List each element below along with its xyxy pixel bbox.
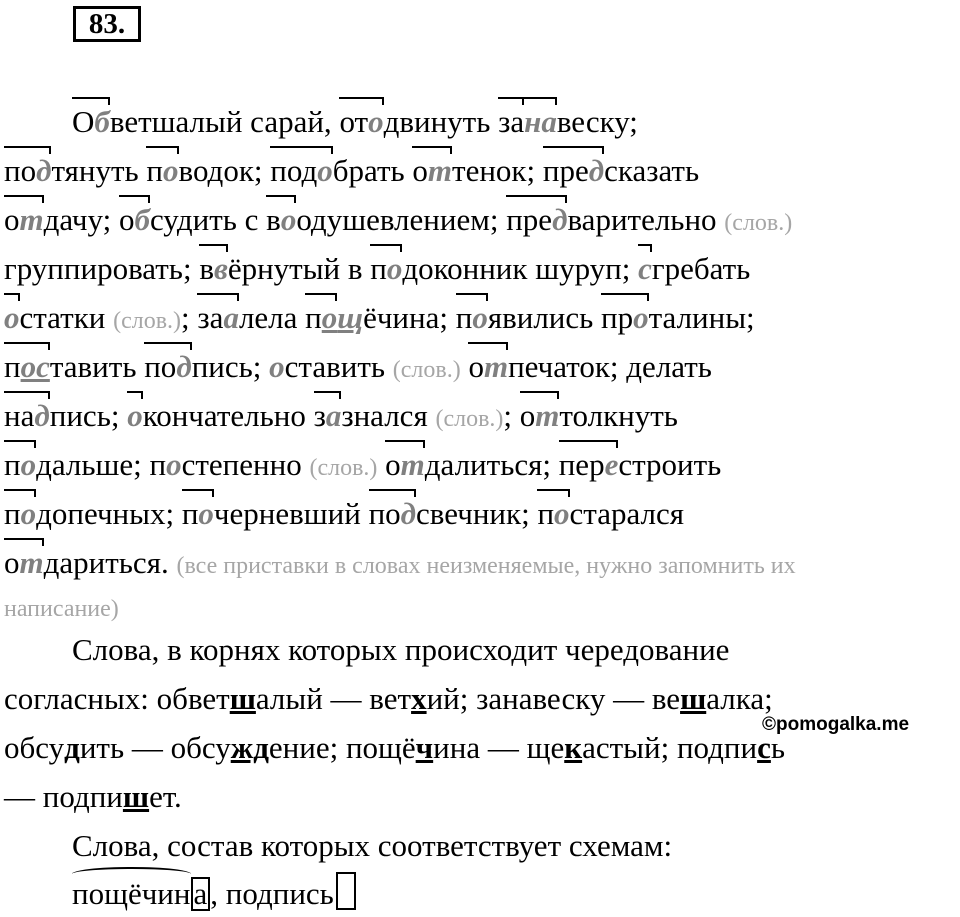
text-fragment: п [305,300,322,335]
prefix-mark [339,104,383,140]
text-fragment: за [197,300,224,335]
text-fragment: о [118,202,135,237]
text-fragment: т [483,349,509,384]
prefix-mark [638,251,652,287]
prefix-mark [456,300,488,336]
text-fragment: з [313,398,326,433]
text-fragment: О [72,104,95,139]
text-fragment: х [411,681,427,716]
text-fragment: ос [20,349,50,384]
p1-line-4 [4,251,954,287]
text-fragment: старался [569,496,685,531]
text-fragment: п [4,496,21,531]
text-fragment: по [368,496,401,531]
p2-line-2 [4,681,954,717]
text-fragment: Слова, состав которых соответствует схемам: [72,828,673,863]
text-fragment: по [4,153,37,188]
prefix-mark [537,496,569,532]
scheme-word-1-root: пощёчин [72,876,191,911]
text-fragment: доконник шуруп; [402,251,639,286]
p3-line-1 [4,828,954,864]
note-dictionary: (слов.) [309,455,378,481]
p1-line-1 [4,104,954,140]
text-fragment: согласных: обвет [4,681,230,716]
prefix-mark [127,398,143,434]
text-fragment: е [604,447,619,482]
text-fragment: толкнуть [559,398,678,433]
text-fragment: черневший [213,496,369,531]
text-fragment: ветшалый сарай, [109,104,340,139]
text-fragment: о [321,300,338,335]
text-fragment: под [270,153,318,188]
prefix-mark [146,153,178,189]
text-fragment: ш [122,779,150,814]
text-fragment: за [498,104,525,139]
prefix-mark [520,398,560,434]
p1-line-5 [4,300,954,339]
prefix-mark [370,251,402,287]
text-fragment: печаток; делать [508,349,712,384]
text-fragment: о [412,153,428,188]
p1-line-8 [4,447,954,486]
text-fragment: н [524,104,542,139]
text-fragment: о [4,300,20,335]
text-fragment: ина — ще [433,730,565,765]
text-fragment: п [4,349,21,384]
prefix-mark [498,104,524,140]
text-fragment: от [339,104,369,139]
p1-line-11 [4,588,954,627]
text-fragment: допечных; [36,496,182,531]
text-fragment: б [134,202,150,237]
text-fragment: степенно [181,447,302,482]
text-fragment: дальше; п [36,447,167,482]
text-fragment: — подпи [4,779,123,814]
text-fragment: о [166,447,182,482]
note-dictionary: (слов.) [113,308,182,334]
prefix-mark [385,447,425,483]
text-fragment: дариться. [43,545,169,580]
text-fragment: ёчина; [363,300,456,335]
text-fragment: талины; [648,300,755,335]
text-fragment: одушевлением; [296,202,507,237]
text-fragment: ёрнутый в [227,251,371,286]
text-fragment: п [455,300,473,335]
text-fragment: на [4,398,35,433]
p1-line-9 [4,496,954,532]
text-fragment: тянуть [51,153,147,188]
prefix-mark [468,349,508,385]
text-fragment: а [223,300,239,335]
text-fragment: о [468,349,484,384]
text-fragment: пре [506,202,553,237]
task-number: 83. [73,6,141,42]
text-fragment: п [4,447,21,482]
prefix-mark [506,202,567,238]
text-fragment: о [20,496,37,531]
text-fragment: т [19,545,44,580]
scheme-word-1-ending: а [193,876,208,911]
prefix-mark [305,300,337,336]
text-fragment: астый; подпи [582,730,758,765]
p1-line-10 [4,545,954,584]
text-fragment: свечник; [416,496,538,531]
text-fragment: алый — вет [255,681,412,716]
p1-line-3 [4,202,954,241]
p1-line-2 [4,153,954,189]
text-fragment: к [564,730,583,765]
text-fragment: о [163,153,179,188]
text-fragment: о [472,300,488,335]
prefix-mark [197,300,239,336]
text-fragment: п [181,496,199,531]
text-fragment: ч [415,730,434,765]
text-fragment: д [176,349,192,384]
text-fragment: ; [503,398,520,433]
text-fragment: дачу; [43,202,119,237]
text-fragment: о [4,545,20,580]
prefix-mark [4,545,44,581]
text-fragment: п [370,251,387,286]
prefix-mark [4,300,20,336]
text-fragment: пер [558,447,605,482]
text-fragment: о [20,447,37,482]
text-fragment: щ [337,300,364,335]
note-prefixes: (все приставки в словах неизменяемые, нужно запомнить их [176,553,796,579]
text-fragment: сказать [604,153,700,188]
text-fragment: по [144,349,177,384]
prefix-mark [314,398,342,434]
root-arc-mark [72,876,191,912]
text-fragment: пре [542,153,589,188]
p2-line-3 [4,730,954,766]
text-fragment: варительно [567,202,717,237]
prefix-mark [4,447,36,483]
text-fragment: брать [332,153,413,188]
prefix-mark [182,496,214,532]
text-fragment: строить [618,447,722,482]
text-fragment: ставить [284,349,386,384]
text-fragment: а [325,398,342,433]
prefix-mark [270,153,332,189]
prefix-mark [4,153,51,189]
text-fragment: статки [19,300,106,335]
text-fragment: с [638,251,652,286]
text-fragment: жд [230,730,269,765]
text-fragment: в [213,251,228,286]
text-fragment: т [427,153,453,188]
prefix-mark [4,496,36,532]
watermark: ©pomogalka.me [762,714,910,735]
p3-line-2 [4,872,954,912]
note-prefixes-cont: написание) [4,596,119,622]
text-fragment: судить с [149,202,267,237]
text-fragment: а [541,104,557,139]
text-fragment: лела [238,300,306,335]
prefix-mark [4,349,50,385]
p2-line-1 [4,632,954,668]
text-fragment: в [199,251,214,286]
prefix-mark [72,104,110,140]
prefix-mark [266,202,296,238]
note-dictionary: (слов.) [392,357,461,383]
text-fragment: о [280,202,297,237]
text-fragment: п [146,153,164,188]
text-fragment: д [588,153,605,188]
prefix-mark [4,398,50,434]
text-fragment: водок; [178,153,271,188]
text-fragment: ш [680,681,707,716]
text-fragment: д [36,153,52,188]
text-fragment: т [535,398,560,433]
text-fragment: о [554,496,570,531]
scheme-word-2: , подпись [210,876,334,911]
text-fragment: д [64,730,80,765]
text-fragment: т [19,202,44,237]
text-fragment: Слова, в корнях которых происходит чередование [72,632,730,667]
text-fragment: д [552,202,568,237]
text-fragment: далиться; [424,447,559,482]
prefix-mark [559,447,619,483]
text-fragment: д [400,496,417,531]
text-fragment: с [757,730,771,765]
p1-line-7 [4,398,954,437]
text-fragment: пись; [191,349,270,384]
text-fragment: ; [181,300,198,335]
text-fragment: о [317,153,333,188]
text-fragment: о [4,202,20,237]
text-fragment: о [269,349,285,384]
text-fragment: тенок; [452,153,543,188]
text-fragment: о [519,398,536,433]
p1-line-6 [4,349,954,388]
text-fragment: ет. [149,779,182,814]
prefix-mark [119,202,150,238]
text-fragment: ь [770,730,786,765]
text-fragment: группировать; [4,251,200,286]
text-fragment: явились [487,300,602,335]
p2-line-4 [4,779,954,815]
zero-ending-box [336,872,356,910]
text-fragment: тавить [49,349,145,384]
text-fragment: пр [601,300,634,335]
prefix-mark [412,153,452,189]
text-fragment: т [400,447,425,482]
text-fragment: о [633,300,649,335]
note-dictionary: (слов.) [435,406,504,432]
prefix-mark [199,251,228,287]
text-fragment: о [127,398,143,433]
prefix-mark [4,202,44,238]
text-fragment: ить — обсу [79,730,231,765]
text-fragment: о [386,251,403,286]
text-fragment: кончательно [142,398,314,433]
text-fragment: алка; [706,681,773,716]
prefix-mark [144,349,191,385]
text-fragment: о [198,496,214,531]
text-fragment: б [94,104,110,139]
text-fragment: знался [341,398,428,433]
ending-box [191,877,211,911]
text-fragment: гребать [651,251,751,286]
text-fragment: веску; [556,104,638,139]
text-fragment: в [266,202,281,237]
text-fragment: п [537,496,555,531]
text-fragment: ий; занавеску — ве [426,681,681,716]
prefix-mark [369,496,416,532]
note-dictionary: (слов.) [724,210,793,236]
text-fragment: двинуть [383,104,499,139]
text-fragment: о [385,447,401,482]
text-fragment: ение; пощё [268,730,416,765]
prefix-mark [601,300,649,336]
prefix-mark [524,104,557,140]
text-fragment: ш [229,681,256,716]
text-fragment: о [368,104,384,139]
text-fragment: пись; [49,398,128,433]
text-fragment: обсу [4,730,65,765]
text-fragment: д [34,398,50,433]
prefix-mark [543,153,604,189]
